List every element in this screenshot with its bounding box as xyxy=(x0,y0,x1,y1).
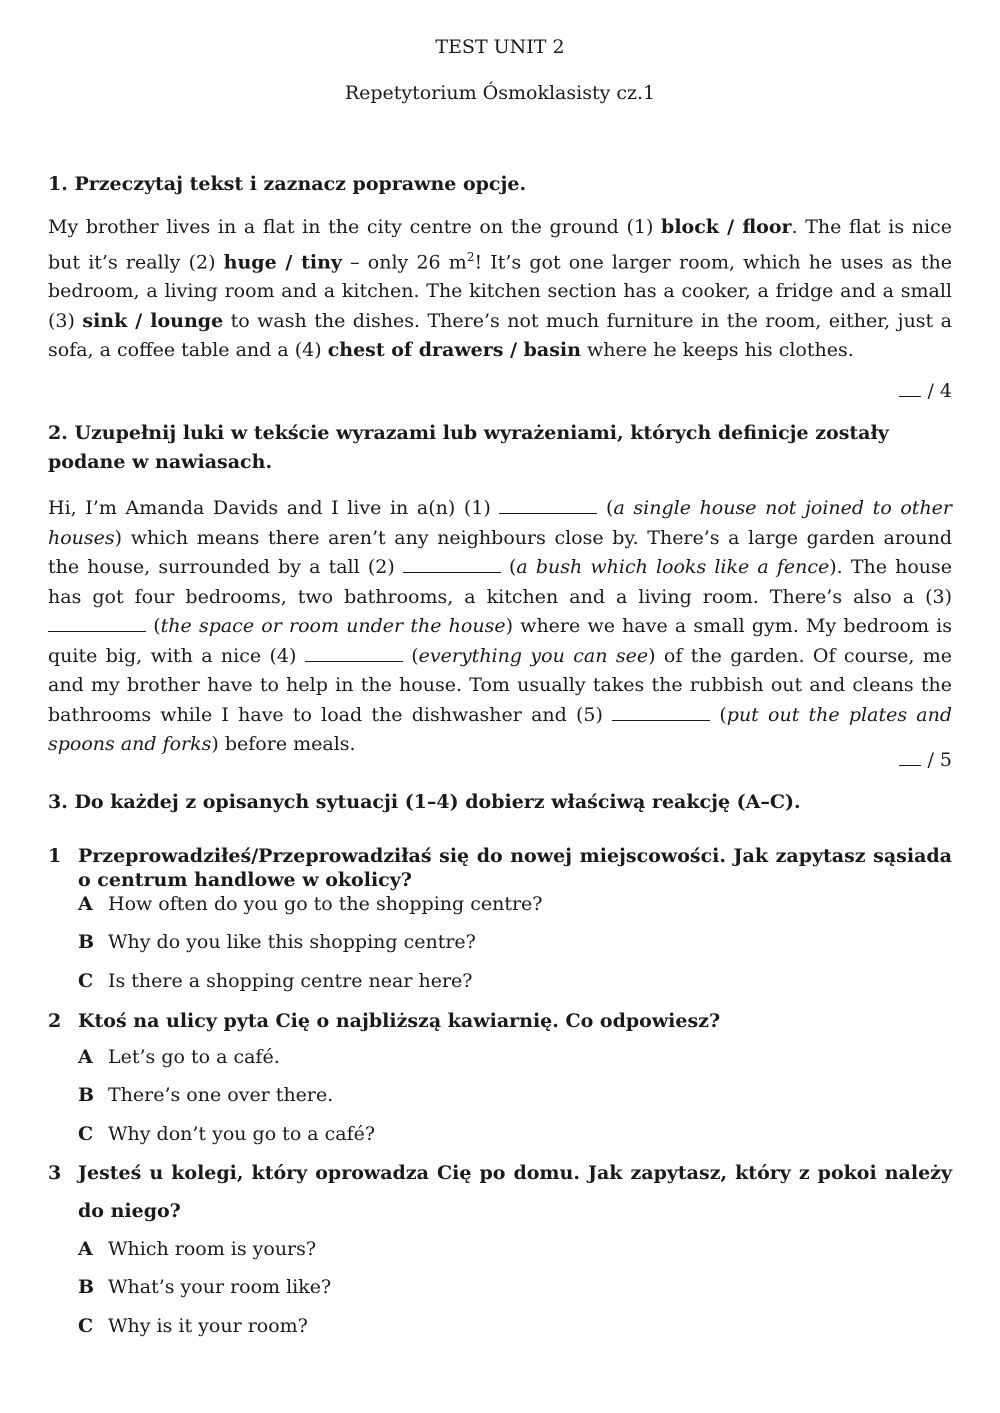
text-segment: – only 26 m xyxy=(341,250,467,273)
text-segment: Hi, I’m Amanda Davids and I live in a(n) (1) xyxy=(48,497,500,519)
text-segment: ) which means there aren’t any neighbours close by. There’s a large garden around the house, surrounded by a tall (2) xyxy=(48,526,952,578)
question-1 xyxy=(48,844,952,892)
text-segment: ( xyxy=(500,556,517,578)
option-letter: B xyxy=(78,931,95,953)
option-letter: A xyxy=(78,1046,93,1068)
text-segment: ) of the garden. Of course, me and my brother have to help in the house. Tom usually takes the rubbish out and cleans the bathrooms while I have to load the dishwasher and (5) xyxy=(48,644,953,726)
option-2b[interactable] xyxy=(78,1084,333,1106)
option-text: Why is it your room? xyxy=(108,1315,308,1337)
exercise-1-score xyxy=(899,378,952,402)
question-3 xyxy=(48,1154,952,1230)
definition-2: a bush which looks like a fence xyxy=(516,556,830,578)
text-segment: to wash the dishes. There’s not much furniture in the room, either, just a sofa, a coffee table and a (4) xyxy=(48,309,952,362)
option-text: How often do you go to the shopping centre? xyxy=(108,893,543,915)
question-text: Ktoś na ulicy pyta Cię o najbliższą kawiarnię. Co odpowiesz? xyxy=(78,1010,721,1032)
exercise-2-text xyxy=(48,494,952,760)
score-total: / 4 xyxy=(921,380,952,402)
text-segment: My brother lives in a flat in the city centre on the ground (1) xyxy=(48,216,662,238)
option-text: Why do you like this shopping centre? xyxy=(108,931,476,953)
exercise-1-heading: 1. Przeczytaj tekst i zaznacz poprawne opcje. xyxy=(48,173,527,195)
option-letter: B xyxy=(78,1276,95,1298)
exercise-2-score xyxy=(899,747,952,771)
score-blank[interactable] xyxy=(899,378,921,397)
question-text: Przeprowadziłeś/Przeprowadziłaś się do nowej miejscowości. Jak zapytasz sąsiada o centrum handlowe w okolicy? xyxy=(78,845,952,891)
definition-5: put out the plates and spoons and forks xyxy=(48,703,953,755)
option-3c[interactable] xyxy=(78,1315,308,1337)
superscript: 2 xyxy=(466,249,475,264)
option-text: There’s one over there. xyxy=(108,1084,334,1106)
text-segment: ). The house has got four bedrooms, two bathrooms, a kitchen and a living room. There’s also a (3) xyxy=(48,556,953,608)
option-2a[interactable] xyxy=(78,1046,280,1068)
option-3a[interactable] xyxy=(78,1238,316,1260)
text-segment: ) before meals. xyxy=(211,733,356,755)
gap-4[interactable] xyxy=(305,643,403,662)
exercise-3-heading: 3. Do każdej z opisanych sytuacji (1–4) dobierz właściwą reakcję (A–C). xyxy=(48,791,801,813)
text-segment: ( xyxy=(146,615,161,637)
option-letter: A xyxy=(78,893,93,915)
option-text: Is there a shopping centre near here? xyxy=(108,970,473,992)
question-2 xyxy=(48,1009,952,1033)
text-segment: ! It’s got one larger room, which he uses as the bedroom, a living room and a kitchen. The kitchen section has a cooker, a fridge and a small (3) xyxy=(48,250,952,332)
text-segment: ( xyxy=(597,497,614,519)
score-total: / 5 xyxy=(921,749,952,771)
score-blank[interactable] xyxy=(899,747,921,766)
option-1b[interactable] xyxy=(78,931,476,953)
option-letter: A xyxy=(78,1238,93,1260)
text-segment: . The flat is nice but it’s really (2) xyxy=(48,216,952,273)
option-2[interactable]: huge / tiny xyxy=(223,250,342,273)
text-segment: ( xyxy=(710,703,727,726)
question-number: 2 xyxy=(48,1010,62,1032)
option-1c[interactable] xyxy=(78,970,472,992)
option-text: Let’s go to a café. xyxy=(108,1046,280,1068)
definition-3: the space or room under the house xyxy=(160,615,506,637)
gap-2[interactable] xyxy=(403,554,501,573)
option-text: What’s your room like? xyxy=(108,1276,332,1298)
exercise-1-text xyxy=(48,213,952,366)
text-segment: ) where we have a small gym. My bedroom is quite big, with a nice (4) xyxy=(48,615,953,667)
option-3[interactable]: sink / lounge xyxy=(82,309,224,332)
option-text: Which room is yours? xyxy=(108,1238,317,1260)
option-letter: B xyxy=(78,1084,95,1106)
question-number: 1 xyxy=(48,845,62,867)
option-letter: C xyxy=(78,1315,94,1337)
question-text: Jesteś u kolegi, który oprowadza Cię po domu. Jak zapytasz, który z pokoi należy do niego? xyxy=(78,1162,952,1222)
text-segment: ( xyxy=(402,644,419,667)
definition-1: a single house not joined to other houses xyxy=(48,497,953,549)
page-title: TEST UNIT 2 xyxy=(435,36,565,58)
gap-5[interactable] xyxy=(612,702,710,721)
question-number: 3 xyxy=(48,1162,62,1184)
option-3b[interactable] xyxy=(78,1276,331,1298)
gap-1[interactable] xyxy=(499,495,597,514)
text-segment: where he keeps his clothes. xyxy=(580,339,854,362)
gap-3[interactable] xyxy=(48,613,146,632)
option-1[interactable]: block / floor xyxy=(661,216,792,238)
option-2c[interactable] xyxy=(78,1123,375,1145)
option-text: Why don’t you go to a café? xyxy=(108,1123,376,1145)
option-1a[interactable] xyxy=(78,893,542,915)
option-letter: C xyxy=(78,970,94,992)
option-letter: C xyxy=(78,1123,94,1145)
page-subtitle: Repetytorium Ósmoklasisty cz.1 xyxy=(344,82,656,104)
exercise-2-heading: 2. Uzupełnij luki w tekście wyrazami lub wyrażeniami, których definicje zostały podane w nawiasach. xyxy=(48,422,889,473)
definition-4: everything you can see xyxy=(418,644,649,667)
option-4[interactable]: chest of drawers / basin xyxy=(327,339,581,362)
